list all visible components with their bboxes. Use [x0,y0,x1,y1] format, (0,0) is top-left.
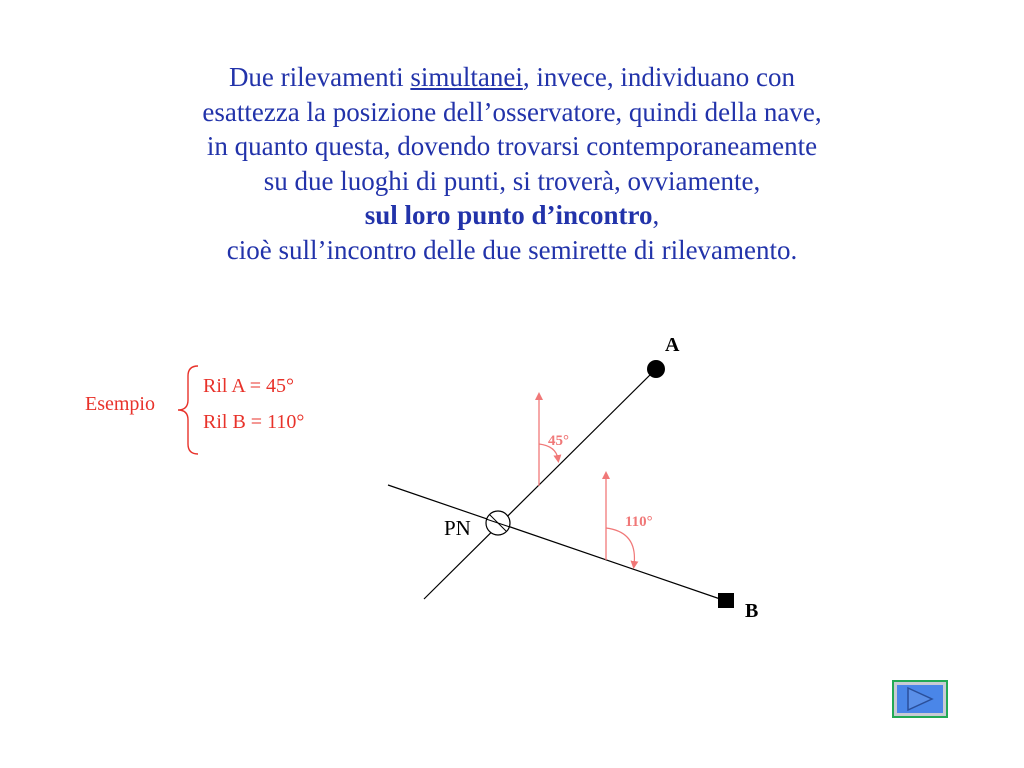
paragraph-line-4: su due luoghi di punti, si troverà, ovviamente, [263,165,761,196]
paragraph-line-2: esattezza la posizione dell’osservatore, quindi della nave, [202,96,822,127]
bold-phrase: sul loro punto d’incontro [364,200,653,230]
paragraph-line-5: sul loro punto d’incontro, [364,200,660,230]
next-slide-button[interactable] [892,680,948,718]
point-a-marker [647,360,665,378]
point-a-label: A [665,334,680,356]
next-arrow-icon [894,682,946,716]
point-b-marker [718,593,734,608]
angle-arc-b [606,528,634,565]
example-item-ril-a: Ril A = 45° [203,375,294,397]
angle-a-label: 45° [548,433,569,449]
observer-label: PN [444,516,471,540]
angle-b-label: 110° [625,514,653,530]
paragraph-line-3: in quanto questa, dovendo trovarsi contemporaneamente [206,131,818,161]
example-label: Esempio [85,393,155,415]
example-item-ril-b: Ril B = 110° [203,411,305,433]
paragraph-line-6: cioè sull’incontro delle due semirette di rilevamento. [226,234,798,265]
point-b-label: B [745,600,759,622]
underlined-word: simultanei [410,62,523,92]
paragraph-line-1: Due rilevamenti simultanei, invece, individuano con [228,62,796,92]
